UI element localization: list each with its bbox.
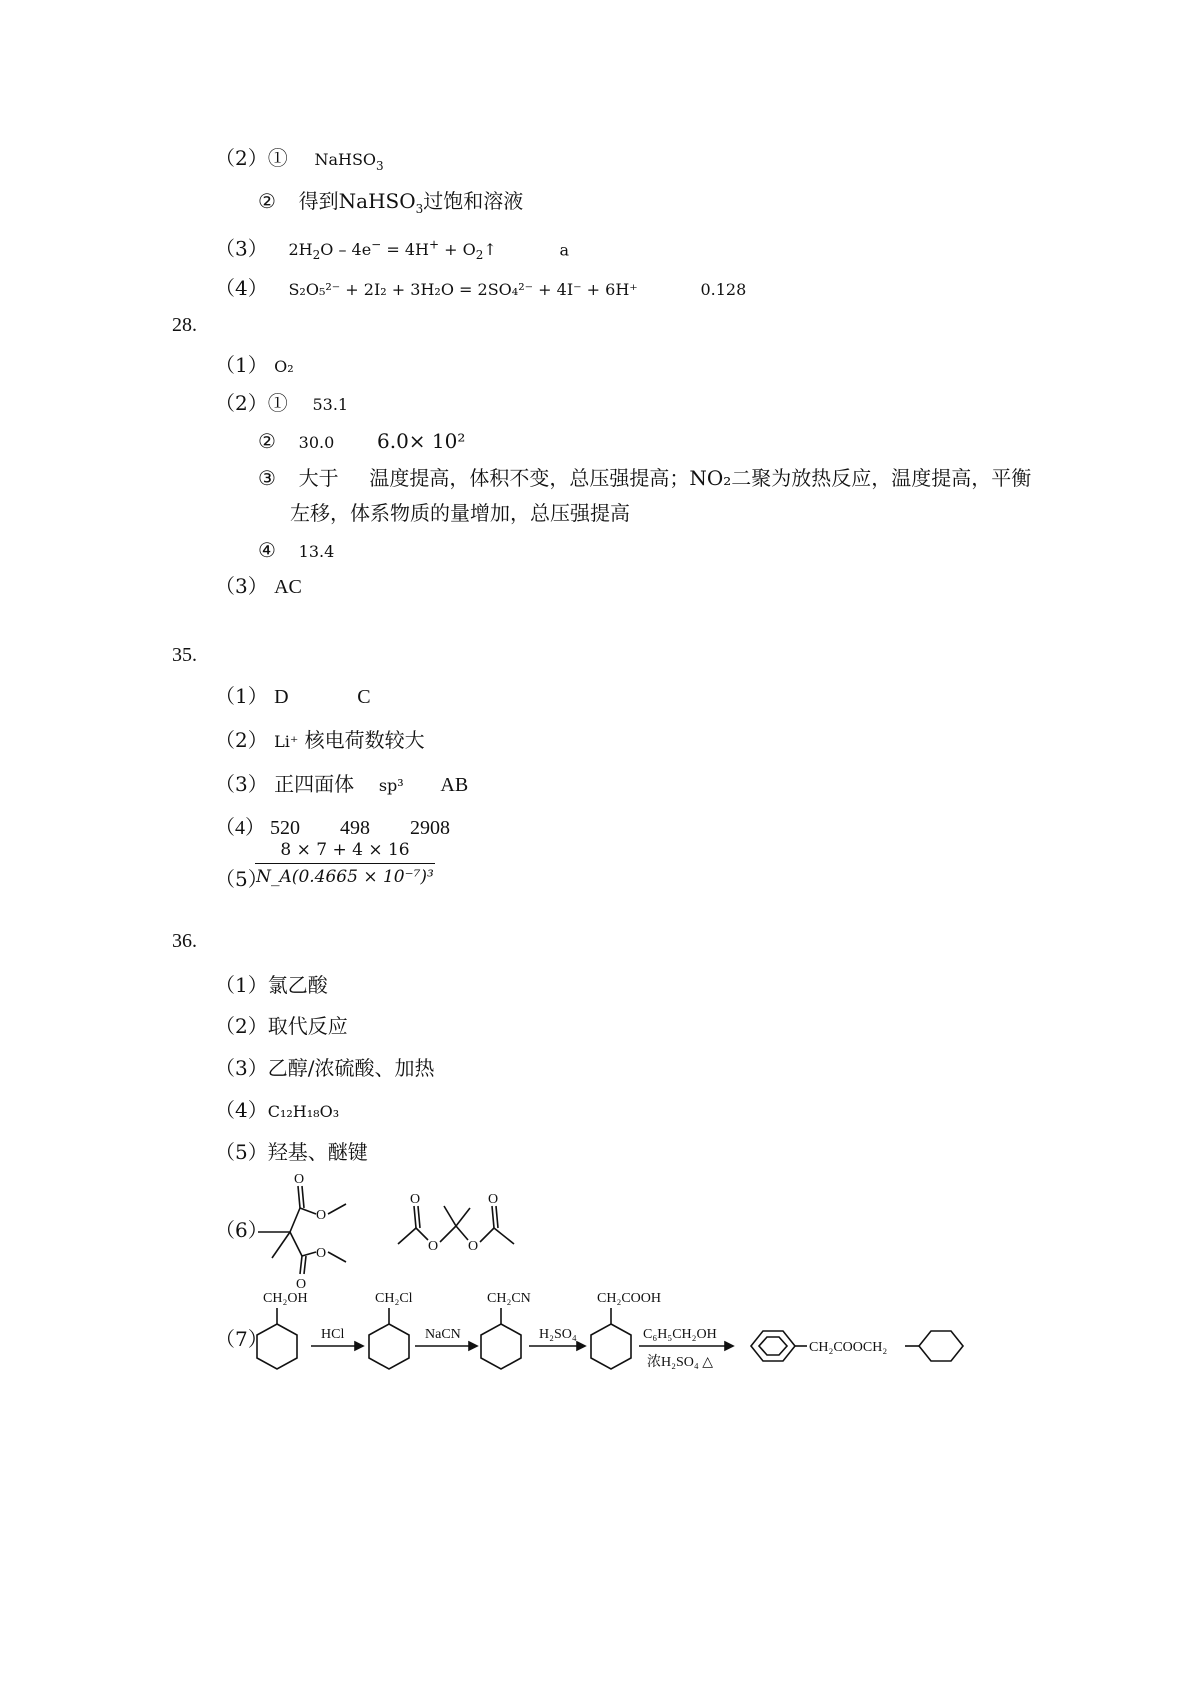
q27-p2-1-answer: NaHSO (314, 150, 377, 169)
q27-p3-equation: $2H_2O - 4e^- = 4H^+$ + $O_2↑$ (288, 238, 497, 263)
q36-p4-label: （4） (215, 1098, 268, 1122)
q28-p2-3-line (258, 465, 1031, 491)
q27-p2-1-sub: 3 (376, 159, 384, 173)
q35-p4-label: （4） (215, 817, 265, 839)
q28-p2-2-label: ② (258, 429, 276, 453)
q28-p2-2-line (258, 428, 465, 456)
benzene-ring-2 (369, 1308, 409, 1369)
q27-p3-label: （3） (215, 236, 268, 261)
q28-p1-label: （1） (215, 353, 268, 377)
q36-p4-line (215, 1097, 339, 1125)
svg-text:O: O (410, 1192, 421, 1207)
arrow-1 (311, 1342, 363, 1350)
q36-p5-line (215, 1139, 368, 1165)
q35-p4-answer-c: 2908 (410, 817, 450, 839)
q35-p3-answer-b: sp³ (378, 776, 404, 795)
q35-p2-line (215, 727, 425, 755)
dimethyl-dimethylmalonate-structure (258, 1186, 346, 1274)
benzene-ring-6 (905, 1331, 963, 1361)
q27-p4-label: （4） (215, 276, 268, 300)
q35-p5-label: （5） (215, 867, 268, 891)
q28-p2-4-answer: 13.4 (298, 542, 335, 561)
q28-p2-3-label: ③ (258, 466, 276, 490)
q28-number: 28. (172, 314, 197, 336)
benzene-ring-4 (591, 1308, 631, 1369)
q28-p1-line (215, 352, 294, 380)
q35-p2-answer-b: 核电荷数较大 (304, 728, 425, 752)
q36-p3-label: （3） (215, 1056, 268, 1080)
q36-s3: CH₂CN (487, 1291, 531, 1306)
q36-p7-label: （7） (215, 1327, 268, 1351)
q36-p1-line (215, 972, 328, 998)
q36-s5: CH₂COOCH₂ (809, 1340, 888, 1355)
svg-text:O: O (468, 1239, 479, 1254)
q28-p3-label: （3） (215, 574, 268, 598)
q36-p1-answer: 氯乙酸 (267, 973, 328, 997)
q28-p2-label: （2）① (215, 391, 288, 415)
q35-p1-label: （1） (215, 684, 268, 708)
q35-p4-answer-a: 520 (270, 817, 300, 839)
q36-p6-label: （6） (215, 1218, 268, 1242)
q35-number: 35. (172, 644, 197, 666)
svg-text:O: O (316, 1208, 327, 1223)
benzene-ring-3 (481, 1308, 521, 1369)
arrow-2 (415, 1342, 477, 1350)
q36-p2-answer: 取代反应 (267, 1014, 348, 1038)
q36-p4-answer: C₁₂H₁₈O₃ (267, 1102, 340, 1121)
q36-p6-structures (250, 1170, 550, 1290)
q28-p2-4-line (258, 537, 334, 565)
q36-r1: HCl (321, 1327, 345, 1342)
benzene-ring-1 (257, 1308, 297, 1369)
q36-p3-answer: 乙醇/浓硫酸、加热 (267, 1056, 435, 1080)
q36-r4-bottom: 浓H₂SO₄ △ (647, 1355, 714, 1370)
q35-p1-answer-b: C (357, 686, 371, 708)
svg-text:O: O (296, 1277, 307, 1290)
q27-p4-equation: S₂O₅²⁻ + 2I₂ + 3H₂O = 2SO₄²⁻ + 4I⁻ + 6H⁺ (288, 280, 638, 299)
acetone-diacetate-structure (398, 1206, 514, 1244)
q35-p5-numerator: 8 × 7 + 4 × 16 (255, 840, 435, 864)
q28-p2-1-answer: 53.1 (312, 395, 349, 414)
q35-p3-label: （3） (215, 772, 268, 796)
q28-p1-answer: O₂ (274, 357, 294, 376)
q28-p3-line (215, 573, 302, 600)
q28-p2-2-answer-a: 30.0 (298, 433, 335, 452)
q35-p2-answer-a: Li⁺ (274, 732, 299, 751)
q28-p2-4-label: ④ (258, 538, 276, 562)
svg-text:O: O (428, 1239, 439, 1254)
q35-p3-line (215, 771, 468, 799)
q35-p3-answer-c: AB (440, 774, 469, 796)
q27-p2-label: （2）① (215, 146, 288, 170)
q27-p2-2-sub: 3 (415, 202, 424, 216)
benzene-ring-5 (751, 1331, 807, 1361)
q27-p2-2-line (258, 188, 523, 222)
q36-p7-synthesis-route (255, 1282, 975, 1382)
q27-p2-2-text-a: 得到NaHSO (298, 189, 416, 213)
svg-text:O: O (294, 1172, 305, 1187)
q28-p2-3-reason: 温度提高，体积不变，总压强提高；NO₂二聚为放热反应，温度提高，平衡 (369, 466, 1032, 490)
q35-p4-answer-b: 498 (340, 817, 370, 839)
q36-s1: CH₂OH (263, 1291, 308, 1306)
q36-p1-label: （1） (215, 973, 268, 997)
q35-p3-answer-a: 正四面体 (274, 772, 355, 796)
q35-p1-answer-a: D (274, 686, 289, 708)
svg-text:O: O (316, 1246, 327, 1261)
q28-p3-answer: AC (274, 576, 302, 598)
q28-p2-3-continued: 左移，体系物质的量增加，总压强提高 (290, 501, 630, 525)
svg-text:O: O (488, 1192, 499, 1207)
q27-p2-line (215, 145, 384, 179)
q27-p3-line (215, 232, 569, 269)
q36-p2-line (215, 1013, 348, 1039)
q35-p4-line (215, 815, 450, 841)
q36-p5-label: （5） (215, 1140, 268, 1164)
q27-p2-2-label: ② (258, 189, 276, 213)
q35-p5-denominator: N_A(0.4665 × 10⁻⁷)³ (256, 867, 434, 887)
q36-r2: NaCN (425, 1327, 461, 1342)
q35-p2-label: （2） (215, 728, 268, 752)
q35-p5-fraction (255, 840, 435, 887)
arrow-3 (529, 1342, 585, 1350)
q27-p3-answer: a (559, 240, 570, 260)
q36-s2: CH₂Cl (375, 1291, 413, 1306)
q36-r3: H₂SO₄ (539, 1327, 577, 1342)
q36-p2-label: （2） (215, 1014, 268, 1038)
q35-p1-line (215, 683, 371, 710)
q36-number: 36. (172, 930, 197, 952)
q28-p2-line (215, 390, 348, 418)
q36-p3-line (215, 1055, 434, 1081)
q27-p4-answer: 0.128 (700, 280, 747, 299)
arrow-4 (639, 1342, 733, 1350)
q27-p2-2-text-b: 过饱和溶液 (423, 189, 524, 213)
q36-r4-top: C₆H₅CH₂OH (643, 1327, 717, 1342)
q36-s4: CH₂COOH (597, 1291, 661, 1306)
q28-p2-2-answer-b: 6.0× 10² (377, 429, 466, 453)
q36-p5-answer: 羟基、醚键 (267, 1140, 368, 1164)
q27-p4-line (215, 275, 746, 303)
q28-p2-3-answer: 大于 (298, 466, 339, 490)
